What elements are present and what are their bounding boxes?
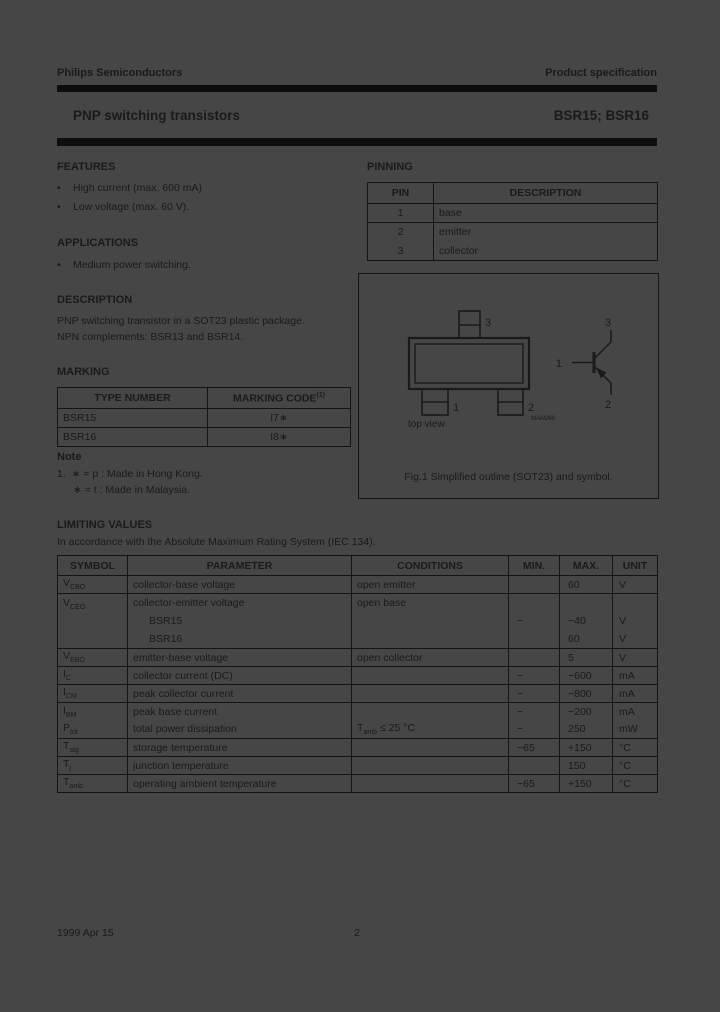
sym-pin1-label: 1	[555, 358, 562, 370]
cell-max: −40 60	[560, 594, 613, 649]
cell-symbol: $T_j$	[58, 757, 128, 775]
table-row	[58, 428, 351, 447]
cell-min	[509, 576, 560, 594]
cell-max: 150	[560, 757, 613, 775]
cell-max: 5	[560, 649, 613, 667]
feature-item	[57, 182, 357, 194]
cell-description: collector	[434, 242, 658, 261]
cell-unit: mW	[613, 721, 658, 739]
cell-parameter: peak collector current	[128, 685, 352, 703]
cell-symbol: $V_{CBO}$	[58, 576, 128, 594]
cell-unit: °C	[613, 775, 658, 793]
cell-unit: °C	[613, 739, 658, 757]
table-row	[368, 242, 658, 261]
cell-conditions	[352, 685, 509, 703]
cell-min	[509, 757, 560, 775]
pkg-pin3-label: 3	[485, 317, 492, 329]
cell-conditions	[352, 739, 509, 757]
table-header-row	[58, 556, 658, 576]
cell-conditions: $T_{amb} \le 25$ °C	[352, 721, 509, 739]
cell-description: base	[434, 204, 658, 223]
title-rule-bar	[57, 138, 657, 146]
col-header-marking-code: MARKING CODE$^{(1)}$	[208, 388, 351, 409]
bullet-icon: •	[57, 259, 61, 271]
footer-date: 1999 Apr 15	[57, 927, 114, 939]
cell-max: −800	[560, 685, 613, 703]
note-line-1: 1. ∗ = p : Made in Hong Kong.	[57, 468, 203, 480]
pkg-pin1-label: 1	[453, 402, 460, 414]
table-header-row	[58, 388, 351, 409]
footer-page-number: 2	[354, 927, 360, 939]
table-row-vcbo	[58, 576, 658, 594]
table-row-vebo	[58, 649, 658, 667]
section-heading-limiting-values: LIMITING VALUES	[57, 519, 153, 531]
cell-symbol: $I_{CM}$	[58, 685, 128, 703]
cell-max: +150	[560, 739, 613, 757]
col-header-type-number: TYPE NUMBER	[58, 388, 208, 409]
header-rule-bar	[57, 85, 657, 92]
cell-symbol: $V_{EBO}$	[58, 649, 128, 667]
section-heading-description: DESCRIPTION	[57, 294, 133, 306]
cell-unit: mA	[613, 667, 658, 685]
col-header-description: DESCRIPTION	[434, 183, 658, 204]
col-header-pin: PIN	[368, 183, 434, 204]
cell-parameter: peak base current	[128, 703, 352, 721]
feature-item	[57, 201, 357, 213]
cell-parameter: storage temperature	[128, 739, 352, 757]
cell-parameter: total power dissipation	[128, 721, 352, 739]
cell-max: −600	[560, 667, 613, 685]
description-line: PNP switching transistor in a SOT23 plastic package.	[57, 315, 305, 327]
table-row	[368, 223, 658, 242]
cell-unit: mA	[613, 685, 658, 703]
col-header-parameter: PARAMETER	[128, 556, 352, 576]
cell-parameter: junction temperature	[128, 757, 352, 775]
cell-max: +150	[560, 775, 613, 793]
cell-min: −	[509, 667, 560, 685]
feature-text: Low voltage (max. 60 V).	[73, 201, 190, 213]
col-header-min: MIN.	[509, 556, 560, 576]
cell-unit: °C	[613, 757, 658, 775]
cell-symbol: $I_{BM}$	[58, 703, 128, 721]
drawing-code-label: MAM266	[531, 416, 556, 422]
section-heading-pinning: PINNING	[367, 161, 413, 173]
cell-pin: 2	[368, 223, 434, 242]
table-row	[58, 409, 351, 428]
cell-type-number: BSR16	[58, 428, 208, 447]
cell-conditions: open emitter	[352, 576, 509, 594]
table-row-icm	[58, 685, 658, 703]
cell-parameter: collector current (DC)	[128, 667, 352, 685]
section-heading-marking: MARKING	[57, 366, 110, 378]
cell-conditions	[352, 667, 509, 685]
cell-parameter: operating ambient temperature	[128, 775, 352, 793]
col-header-symbol: SYMBOL	[58, 556, 128, 576]
section-heading-features: FEATURES	[57, 161, 116, 173]
bullet-icon: •	[57, 182, 61, 194]
cell-conditions: open base	[352, 594, 509, 649]
table-header-row	[368, 183, 658, 204]
cell-min: −65	[509, 775, 560, 793]
page-title: PNP switching transistors	[73, 108, 241, 123]
cell-conditions	[352, 703, 509, 721]
cell-conditions	[352, 757, 509, 775]
application-text: Medium power switching.	[73, 259, 191, 271]
section-heading-applications: APPLICATIONS	[57, 237, 139, 249]
cell-max: −200	[560, 703, 613, 721]
cell-unit: V	[613, 576, 658, 594]
cell-max: 60	[560, 576, 613, 594]
limiting-values-intro: In accordance with the Absolute Maximum Rating System (IEC 134).	[57, 536, 376, 548]
cell-symbol: $I_C$	[58, 667, 128, 685]
header-spec-type: Product specification	[545, 67, 657, 79]
cell-pin: 3	[368, 242, 434, 261]
cell-max: 250	[560, 721, 613, 739]
cell-unit: V V	[613, 594, 658, 649]
application-item	[57, 259, 357, 271]
cell-symbol: $T_{stg}$	[58, 739, 128, 757]
note-line-2: ∗ = t : Made in Malaysia.	[73, 484, 191, 496]
sym-pin2-label: 2	[604, 399, 612, 411]
collector-lead	[595, 330, 611, 358]
cell-symbol: $P_{tot}$	[58, 721, 128, 739]
cell-min: −	[509, 594, 560, 649]
cell-pin: 1	[368, 204, 434, 223]
table-row-ptot	[58, 721, 658, 739]
col-header-conditions: CONDITIONS	[352, 556, 509, 576]
cell-type-number: BSR15	[58, 409, 208, 428]
header-vendor: Philips Semiconductors	[57, 67, 183, 79]
bullet-icon: •	[57, 201, 61, 213]
top-view-label: top view	[408, 419, 445, 430]
cell-min: −	[509, 703, 560, 721]
table-row-tamb	[58, 775, 658, 793]
cell-description: emitter	[434, 223, 658, 242]
description-line: NPN complements: BSR13 and BSR14.	[57, 331, 244, 343]
cell-unit: V	[613, 649, 658, 667]
cell-conditions	[352, 775, 509, 793]
part-numbers: BSR15; BSR16	[553, 108, 649, 123]
cell-conditions: open collector	[352, 649, 509, 667]
col-header-max: MAX.	[560, 556, 613, 576]
sot23-outline-and-symbol-drawing	[359, 274, 655, 464]
figure-box	[358, 273, 659, 499]
cell-parameter: collector-emitter voltage BSR15 BSR16	[128, 594, 352, 649]
table-row	[368, 204, 658, 223]
cell-unit: mA	[613, 703, 658, 721]
cell-parameter: collector-base voltage	[128, 576, 352, 594]
cell-min: −65	[509, 739, 560, 757]
cell-marking-code: I8∗	[208, 428, 351, 447]
cell-symbol: $T_{amb}$	[58, 775, 128, 793]
table-row-ic	[58, 667, 658, 685]
pnp-transistor-symbol	[572, 330, 611, 395]
marking-table	[57, 387, 351, 447]
sot23-package-outline	[409, 311, 529, 415]
table-row-ibm	[58, 703, 658, 721]
table-row-tstg	[58, 739, 658, 757]
pkg-pin2-label: 2	[528, 402, 535, 414]
table-row-vceo	[58, 594, 658, 649]
limiting-values-table	[57, 555, 658, 793]
pinning-table	[367, 182, 658, 261]
cell-parameter: emitter-base voltage	[128, 649, 352, 667]
cell-min	[509, 649, 560, 667]
cell-min: −	[509, 721, 560, 739]
cell-marking-code: I7∗	[208, 409, 351, 428]
table-row-tj	[58, 757, 658, 775]
feature-text: High current (max. 600 mA)	[73, 182, 202, 194]
cell-symbol: $V_{CEO}$	[58, 594, 128, 649]
sym-pin3-label: 3	[604, 317, 612, 329]
cell-min: −	[509, 685, 560, 703]
col-header-unit: UNIT	[613, 556, 658, 576]
figure-caption: Fig.1 Simplified outline (SOT23) and symbol.	[404, 471, 613, 483]
note-heading: Note	[57, 451, 82, 463]
